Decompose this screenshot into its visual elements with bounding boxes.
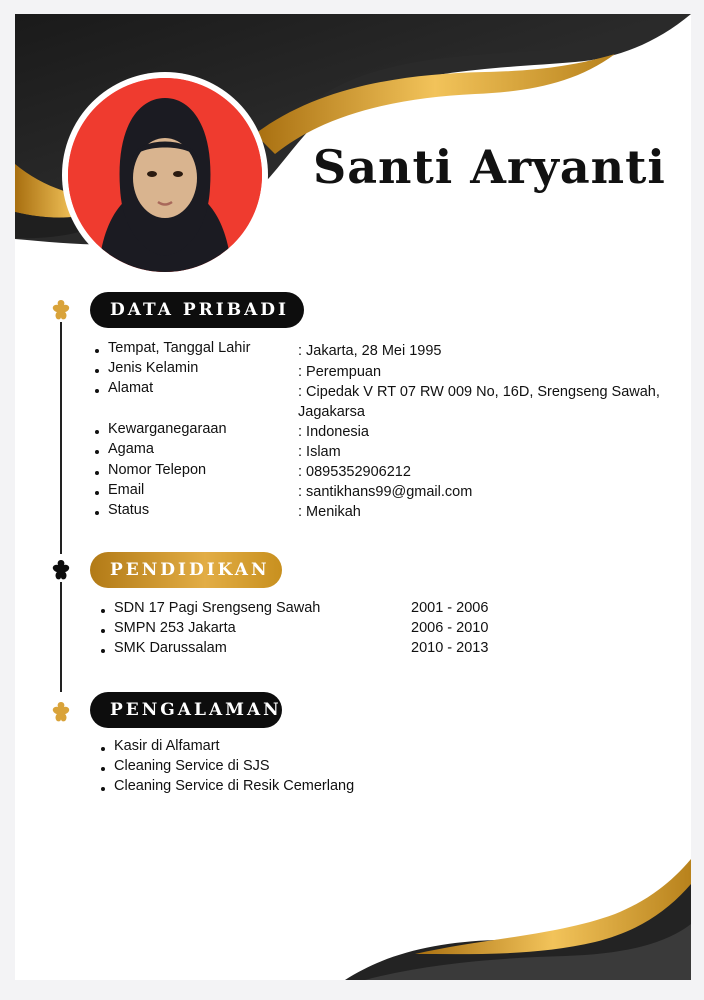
bullet — [101, 787, 105, 791]
bullet — [95, 450, 99, 454]
personal-value: : Indonesia — [298, 424, 369, 440]
experience-item: Cleaning Service di Resik Cemerlang — [114, 778, 355, 794]
full-name: Santi Aryanti — [313, 140, 666, 194]
timeline-line — [60, 322, 62, 554]
school-name: SDN 17 Pagi Srengseng Sawah — [114, 600, 321, 616]
flower-black-icon — [49, 558, 73, 582]
personal-value: : Jakarta, 28 Mei 1995 — [298, 343, 442, 359]
personal-label: Alamat — [108, 380, 154, 396]
experience-item: Cleaning Service di SJS — [114, 758, 270, 774]
bullet — [95, 389, 99, 393]
school-name: SMPN 253 Jakarta — [114, 620, 236, 636]
bullet — [101, 767, 105, 771]
section-title-data-pribadi: DATA PRIBADI — [90, 292, 304, 328]
personal-value: : Islam — [298, 444, 341, 460]
personal-label: Jenis Kelamin — [108, 360, 199, 376]
timeline-line — [60, 582, 62, 692]
cv-page — [15, 14, 691, 980]
personal-value-continued: Jagakarsa — [298, 404, 365, 420]
personal-label: Kewarganegaraan — [108, 421, 227, 437]
section-title-pengalaman: PENGALAMAN — [90, 692, 282, 728]
bullet — [101, 629, 105, 633]
personal-value: : Cipedak V RT 07 RW 009 No, 16D, Srengseng Sawah, — [298, 384, 660, 400]
school-years: 2010 - 2013 — [411, 640, 489, 656]
personal-value: : Perempuan — [298, 364, 382, 380]
bullet — [95, 471, 99, 475]
bullet — [101, 609, 105, 613]
bullet — [95, 369, 99, 373]
school-years: 2001 - 2006 — [411, 600, 489, 616]
person-portrait-icon — [68, 78, 262, 272]
experience-item: Kasir di Alfamart — [114, 738, 220, 754]
flower-gold-icon — [49, 298, 73, 322]
section-title-pendidikan: PENDIDIKAN — [90, 552, 282, 588]
personal-value: : Menikah — [298, 504, 361, 520]
profile-photo — [68, 78, 262, 272]
flower-gold-icon — [49, 700, 73, 724]
personal-value: : 0895352906212 — [298, 464, 411, 480]
bullet — [95, 349, 99, 353]
footer-wave-decoration — [345, 854, 691, 980]
bullet — [95, 511, 99, 515]
personal-label: Email — [108, 482, 145, 498]
school-years: 2006 - 2010 — [411, 620, 489, 636]
bullet — [101, 649, 105, 653]
personal-label: Tempat, Tanggal Lahir — [108, 340, 251, 356]
school-name: SMK Darussalam — [114, 640, 227, 656]
personal-label: Status — [108, 502, 150, 518]
personal-value: : santikhans99@gmail.com — [298, 484, 473, 500]
bullet — [95, 430, 99, 434]
personal-label: Agama — [108, 441, 154, 457]
bullet — [95, 491, 99, 495]
personal-label: Nomor Telepon — [108, 462, 207, 478]
bullet — [101, 747, 105, 751]
